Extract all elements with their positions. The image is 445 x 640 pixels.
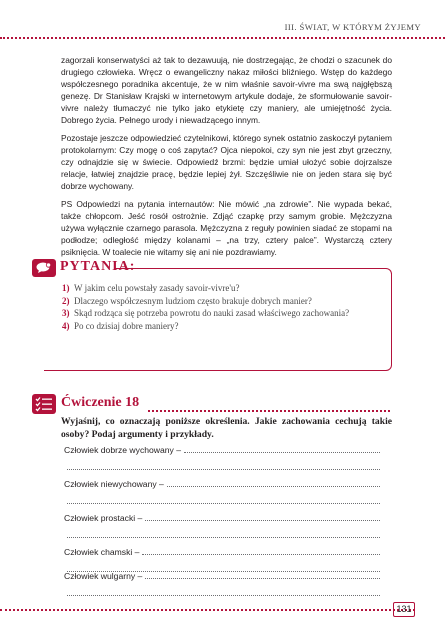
answer-line[interactable] bbox=[64, 478, 380, 490]
footer-divider bbox=[0, 609, 415, 611]
question-text: Dlaczego współczesnym ludziom często brakuje dobrych manier? bbox=[74, 295, 312, 306]
header-divider bbox=[0, 37, 445, 39]
paragraph: PS Odpowiedzi na pytania internautów: Nie mówić „na zdrowie”. Nie wypada bekać, także chłopcom. Jeść rosół ostrożnie. Zdjąć czapkę przy samym grobie. Mężczyzna używa wyłącznie czarnego parasola. Mężczyzna z reguły powinien siadać ze stopami na podłodze; odległość między kolanami – „na trzy, cztery palce”. Wystarczą cztery psiknięcia. W toalecie nie witamy się ani nie pozdrawiamy. bbox=[61, 199, 392, 257]
questions-title: PYTANIA: bbox=[60, 259, 136, 274]
answer-line[interactable] bbox=[64, 587, 380, 599]
question-item bbox=[62, 282, 352, 295]
paragraph: Pozostaje jeszcze odpowiedzieć czytelnikowi, którego synek ostatnio zaskoczył pytaniem protokolarnym: Czy mogę o coś zapytać? Ojca niepokoi, czy syn nie jest zbyt grzeczny, czy odnajdzie się w świecie. Odpowiedź brzmi: będzie umiał ułożyć sobie dojrzalsze relacje, łatwiej znajdzie pracę, będzie lepiej żył. Szczęśliwie nie on jeden stara się być dobrze wychowany. bbox=[61, 133, 392, 191]
running-header: III. ŚWIAT, W KTÓRYM ŻYJEMY bbox=[284, 22, 421, 32]
term-label: Człowiek wulgarny – bbox=[64, 571, 143, 581]
term-label: Człowiek prostacki – bbox=[64, 513, 143, 523]
checklist-icon bbox=[32, 394, 56, 414]
questions-list bbox=[62, 282, 352, 332]
answer-line[interactable] bbox=[64, 512, 380, 524]
answer-line[interactable] bbox=[64, 546, 380, 558]
term-label: Człowiek chamski – bbox=[64, 547, 140, 557]
question-item bbox=[62, 295, 352, 308]
question-item bbox=[62, 307, 352, 320]
answer-line[interactable] bbox=[64, 461, 380, 473]
paragraph: zagorzali konserwatyści aż tak to dezawuują, nie dostrzegając, że chodzi o szacunek do drugiego człowieka. Wręcz o ewangeliczny nakaz miłości bliźniego. Wstęp do każdego współczesnego poradnika akcentuje, że w nim właśnie savoir-vivre ma swą najgłębszą genezę. Dr Stanisław Krajski w internetowym artykule dodaje, że sformułowanie savoir-vivre należy tłumaczyć nie tylko jako etykietę czy maniery, ale umiejętność życia. Dobrego życia. Pełnego urody i niewadzącego innym. bbox=[61, 55, 392, 125]
exercise-title: Ćwiczenie 18 bbox=[61, 395, 140, 410]
question-number: 2) bbox=[62, 295, 70, 306]
question-text: Skąd rodząca się potrzeba powrotu do nauki zasad właściwego zachowania? bbox=[74, 308, 350, 318]
question-number: 4) bbox=[62, 320, 70, 331]
answer-line[interactable] bbox=[64, 444, 380, 456]
question-text: W jakim celu powstały zasady savoir-vivre'u? bbox=[74, 283, 240, 293]
term-label: Człowiek dobrze wychowany – bbox=[64, 445, 182, 455]
article-body bbox=[61, 54, 392, 264]
question-text: Po co dzisiaj dobre maniery? bbox=[74, 320, 179, 331]
exercise-instruction: Wyjaśnij, co oznaczają poniższe określenia. Jakie zachowania cechują takie osoby? Podaj argumenty i przykłady. bbox=[61, 416, 392, 440]
term-label: Człowiek niewychowany – bbox=[64, 479, 164, 489]
answer-line[interactable] bbox=[64, 570, 380, 582]
question-item bbox=[62, 320, 352, 333]
exercise-title-divider bbox=[148, 410, 390, 412]
question-number: 1) bbox=[62, 283, 70, 293]
answer-line[interactable] bbox=[64, 495, 380, 507]
question-number: 3) bbox=[62, 308, 70, 318]
speech-bubble-icon bbox=[32, 259, 56, 277]
answer-line[interactable] bbox=[64, 529, 380, 541]
page-number: 131 bbox=[393, 602, 415, 617]
